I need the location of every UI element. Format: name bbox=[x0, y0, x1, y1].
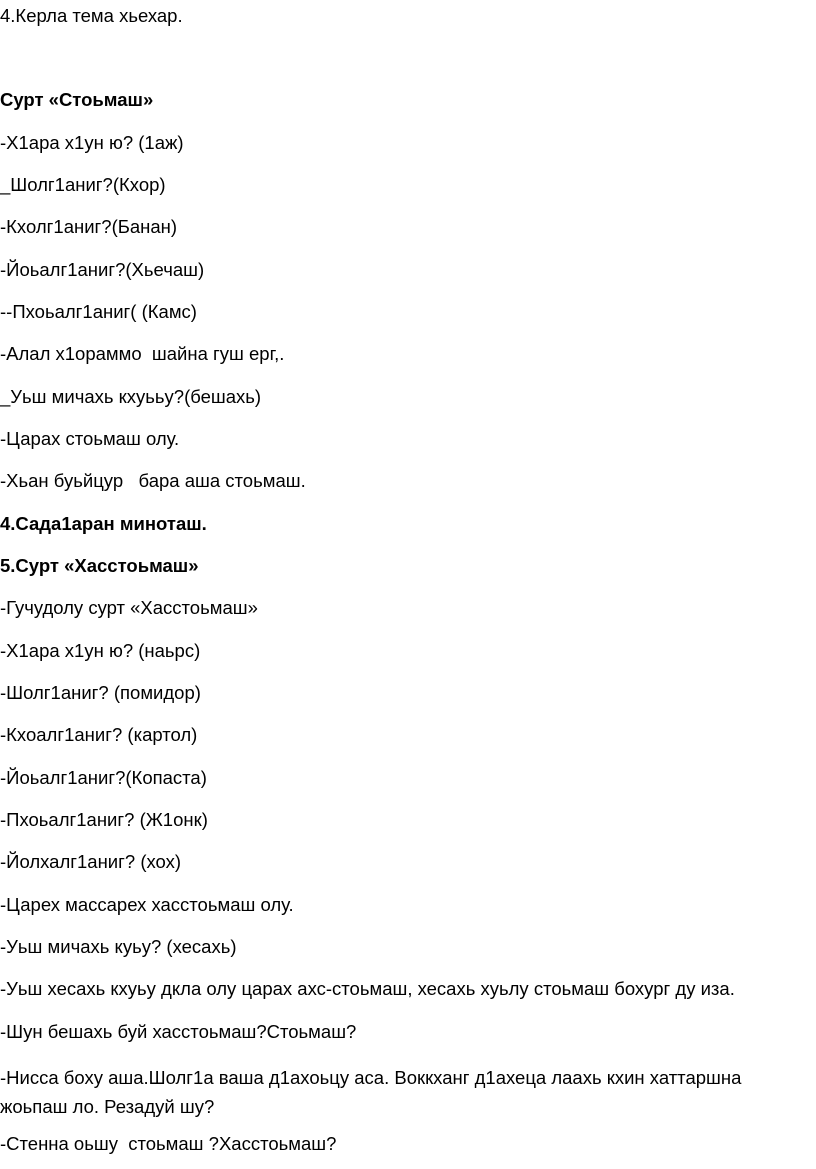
text-line: -Гучудолу сурт «Хасстоьмаш» bbox=[0, 597, 258, 618]
text-line: -Уьш мичахь куьу? (хесахь) bbox=[0, 936, 237, 957]
text-line: -Пхоьалг1аниг? (Ж1онк) bbox=[0, 809, 208, 830]
text-line: -Кхолг1аниг?(Банан) bbox=[0, 216, 178, 237]
text-line: -Уьш хесахь кхуьу дкла олу царах ахс-стоьмаш, хесахь хуьлу стоьмаш бохург ду иза. bbox=[0, 978, 735, 999]
text-line: -Йоьалг1аниг?(Хьечаш) bbox=[0, 259, 205, 280]
text-line: -Царех массарех хасстоьмаш олу. bbox=[0, 894, 294, 915]
text-line: -Кхоалг1аниг? (картол) bbox=[0, 724, 198, 745]
text-line: _Уьш мичахь кхуььу?(бешахь) bbox=[0, 386, 262, 407]
text-line: -Йоьалг1аниг?(Копаста) bbox=[0, 767, 207, 788]
text-line: -Алал х1ораммо шайна гуш ерг,. bbox=[0, 343, 285, 364]
text-paragraph: -Нисса боху аша.Шолг1а ваша д1ахоьцу аса. Воккханг д1ахеца лаахь кхин хаттаршна жоьпаш ло. Резадуй шу? bbox=[0, 1067, 742, 1117]
text-line: --Пхоьалг1аниг( (Камс) bbox=[0, 301, 197, 322]
text-line: -Х1ара х1ун ю? (1аж) bbox=[0, 132, 184, 153]
text-line: -Х1ара х1ун ю? (наьрс) bbox=[0, 640, 201, 661]
text-line: -Шолг1аниг? (помидор) bbox=[0, 682, 201, 703]
heading-rest-minutes: 4.Сада1аран миноташ. bbox=[0, 513, 207, 534]
text-line: -Йолхалг1аниг? (хох) bbox=[0, 851, 182, 872]
heading-picture-vegetables: 5.Сурт «Хасстоьмаш» bbox=[0, 555, 199, 576]
text-line: -Стенна оьшу стоьмаш ?Хасстоьмаш? bbox=[0, 1133, 337, 1154]
heading-picture-fruits: Сурт «Стоьмаш» bbox=[0, 89, 154, 110]
text-line: 4.Керла тема хьехар. bbox=[0, 5, 183, 26]
text-line: -Хьан буьйцур бара аша стоьмаш. bbox=[0, 470, 306, 491]
text-line: -Царах стоьмаш олу. bbox=[0, 428, 180, 449]
text-line: -Шун бешахь буй хасстоьмаш?Стоьмаш? bbox=[0, 1021, 357, 1042]
text-line: _Шолг1аниг?(Кхор) bbox=[0, 174, 166, 195]
